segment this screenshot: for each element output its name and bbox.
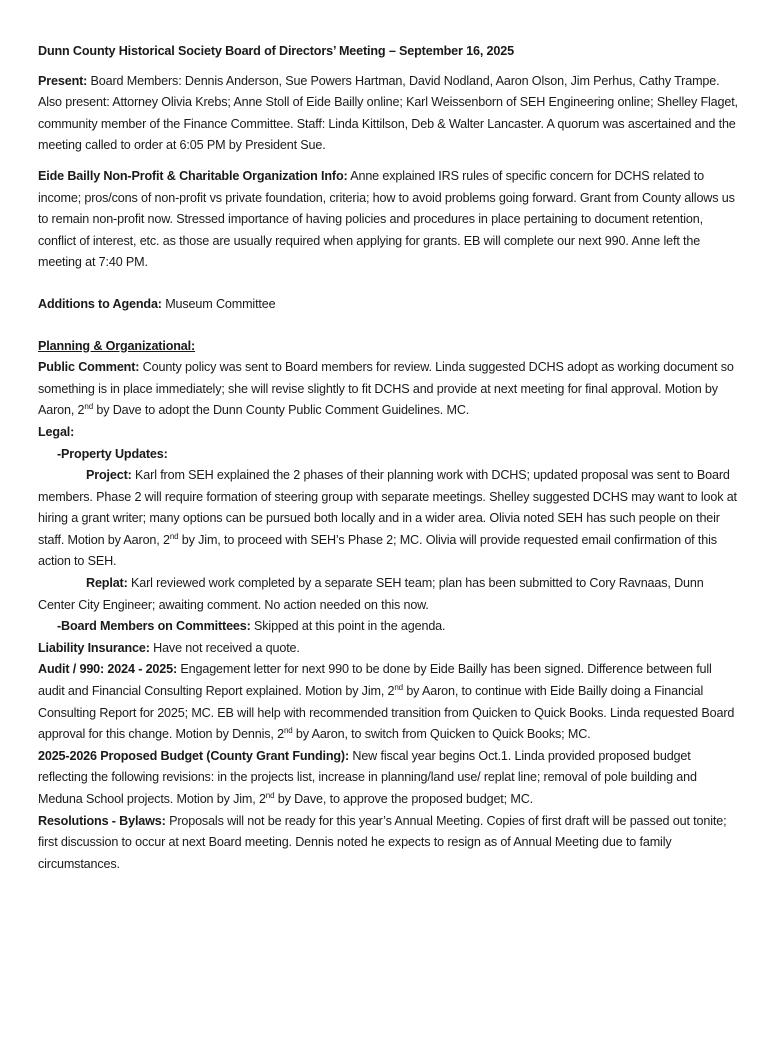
public-comment-section: Public Comment: County policy was sent to Board members for review. Linda suggested DCHS adopt as working document so something is in place immediately; she will revise slightly to fit DCHS and provide at next meeting for final approval. Motion by Aaron, 2nd by Dave to adopt the Dunn County Public Comment Guidelines. MC. [38, 360, 734, 418]
present-label: Present: [38, 73, 88, 88]
board-committees-section: -Board Members on Committees: Skipped at this point in the agenda. [57, 619, 446, 634]
board-committees-label: -Board Members on Committees: [57, 619, 251, 634]
document-title: Dunn County Historical Society Board of Directors’ Meeting – September 16, 2025 [38, 44, 514, 58]
legal-heading: Legal: [38, 424, 75, 439]
project-label: Project: [86, 468, 132, 483]
replat-section: Replat: Karl reviewed work completed by a separate SEH team; plan has been submitted to Cory Ravnaas, Dunn Center City Engineer; awaiting comment. No action needed on this now. [38, 576, 704, 612]
liability-section: Liability Insurance: Have not received a quote. [38, 640, 300, 655]
budget-section: 2025-2026 Proposed Budget (County Grant Funding): New fiscal year begins Oct.1. Linda provided proposed budget reflecting the following revisions: in the projects list, increase in planning/land use/ replat line; removal of pole building and Meduna School projects. Motion by Jim, 2nd by Dave, to approve the proposed budget; MC. [38, 748, 697, 806]
additions-label: Additions to Agenda: [38, 296, 162, 311]
eide-bailly-section [38, 166, 738, 274]
additions-text: Museum Committee [161, 296, 276, 311]
public-comment-label: Public Comment: [38, 360, 140, 375]
present-text: Board Members: Dennis Anderson, Sue Powers Hartman, David Nodland, Aaron Olson, Jim Perhus, Cathy Trampe. Also present: Attorney Olivia Krebs; Anne Stoll of Eide Bailly online; Karl Weissenborn of SEH Engineering online; Shelley Flaget, community member of the Finance Committee. Staff: Linda Kittilson, Deb & Walter Lancaster. A quorum was ascertained and the meeting called to order at 6:05 PM by President Sue. [38, 73, 738, 153]
audit-label: Audit / 990: 2024 - 2025: [38, 662, 178, 677]
property-updates-heading: -Property Updates: [57, 446, 168, 461]
resolutions-section: Resolutions - Bylaws: Proposals will not be ready for this year’s Annual Meeting. Copies of first draft will be passed out tonite; first discussion to occur at next Board meeting. Dennis noted he expects to resign as of Annual Meeting due to family circumstances. [38, 813, 727, 871]
liability-label: Liability Insurance: [38, 640, 150, 655]
present-section [38, 71, 738, 157]
replat-label: Replat: [86, 576, 128, 591]
project-section: Project: Karl from SEH explained the 2 phases of their planning work with DCHS; updated proposal was sent to Board members. Phase 2 will require formation of steering group with separate meetings. Shelley suggested DCHS may want to look at hiring a grant writer; many options can be pursued both locally and in a wider area. Olivia noted SEH has such people on their staff. Motion by Aaron, 2nd by Jim, to proceed with SEH’s Phase 2; MC. Olivia will provide requested email confirmation of this action to SEH. [38, 468, 737, 569]
eide-bailly-text: Anne explained IRS rules of specific concern for DCHS related to income; pros/cons of non-profit vs private foundation, criteria; how to avoid problems going forward. Grant from County allows us to remain non-profit now. Stressed importance of having policies and procedures in place pertaining to document retention, conflict of interest, etc. as those are usually required when applying for grants. EB will complete our next 990. Anne left the meeting at 7:40 PM. [38, 168, 735, 270]
additions-section [38, 294, 738, 316]
planning-heading: Planning & Organizational: [38, 338, 196, 353]
resolutions-label: Resolutions - Bylaws: [38, 813, 166, 828]
eide-bailly-label: Eide Bailly Non-Profit & Charitable Organization Info: [38, 168, 348, 183]
audit-section: Audit / 990: 2024 - 2025: Engagement letter for next 990 to be done by Eide Bailly has been signed. Difference between full audit and Financial Consulting Report explained. Motion by Jim, 2nd by Aaron, to continue with Eide Bailly doing a Financial Consulting Report for 2025; MC. EB will help with recommended transition from Quicken to Quick Books. Linda requested Board approval for this change. Motion by Dennis, 2nd by Aaron, to switch from Quicken to Quick Books; MC. [38, 662, 735, 742]
budget-label: 2025-2026 Proposed Budget (County Grant Funding): [38, 748, 350, 763]
